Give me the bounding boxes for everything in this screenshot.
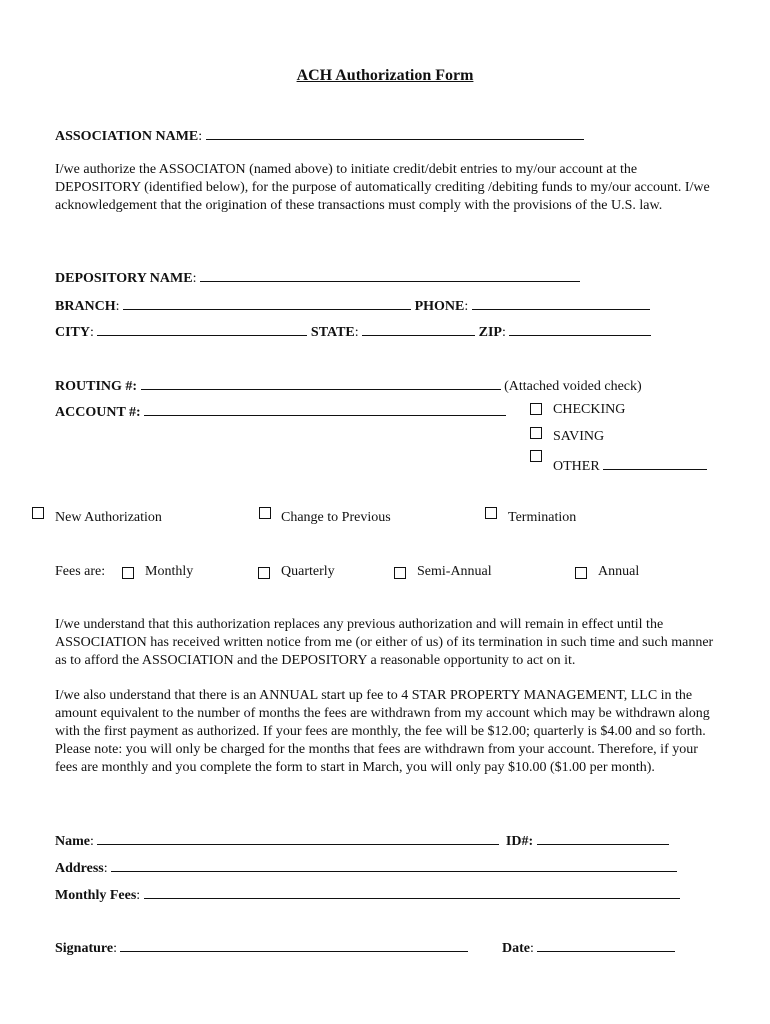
routing-note: (Attached voided check) (504, 379, 642, 394)
branch-field[interactable] (123, 295, 411, 310)
zip-field[interactable] (509, 321, 651, 336)
form-title: ACH Authorization Form (296, 67, 474, 84)
depository-name-label: DEPOSITORY NAME (55, 271, 193, 286)
monthly-checkbox[interactable] (122, 567, 134, 579)
signature-date-row: Signature: Date: (55, 937, 675, 958)
id-field[interactable] (537, 830, 669, 845)
association-name-row: ASSOCIATION NAME: (55, 125, 584, 146)
monthly-fees-field[interactable] (144, 884, 680, 899)
saving-label: SAVING (553, 429, 605, 444)
annual-label: Annual (598, 564, 640, 579)
other-label: OTHER (553, 459, 600, 474)
phone-label: PHONE (414, 299, 465, 314)
signature-field[interactable] (120, 937, 468, 952)
termination-checkbox[interactable] (485, 507, 497, 519)
intro-paragraph: I/we authorize the ASSOCIATON (named above) to initiate credit/debit entries to my/our account at the DEPOSITORY (identified below), for the purpose of automatically crediting /debiting funds to my/our account. I/we acknowledgement that the origination of these transactions must comply with the provisions of the U.S. law. (55, 162, 710, 213)
quarterly-label: Quarterly (281, 564, 335, 579)
termination-label: Termination (508, 510, 577, 525)
depository-name-field[interactable] (200, 267, 580, 282)
new-authorization-label: New Authorization (55, 510, 162, 525)
depository-name-row: DEPOSITORY NAME: (55, 267, 580, 288)
date-field[interactable] (537, 937, 675, 952)
name-label: Name (55, 834, 90, 849)
account-label: ACCOUNT #: (55, 405, 141, 420)
semi-annual-checkbox[interactable] (394, 567, 406, 579)
saving-checkbox[interactable] (530, 427, 542, 439)
annual-checkbox[interactable] (575, 567, 587, 579)
change-to-previous-checkbox[interactable] (259, 507, 271, 519)
checking-label: CHECKING (553, 402, 626, 417)
authorization-terms-paragraph: I/we understand that this authorization replaces any previous authorization and will remain in effect until the ASSOCIATION has received written notice from me (or either of us) of its termination in such time and such manner as to afford the ASSOCIATION and the DEPOSITORY a reasonable opportunity to act on it. (55, 617, 714, 668)
association-name-label: ASSOCIATION NAME (55, 129, 199, 144)
name-id-row: Name: ID#: (55, 830, 669, 851)
other-field[interactable] (603, 455, 707, 470)
routing-label: ROUTING #: (55, 379, 138, 394)
association-name-field[interactable] (206, 125, 584, 140)
other-checkbox[interactable] (530, 450, 542, 462)
address-row: Address: (55, 857, 677, 878)
change-to-previous-label: Change to Previous (281, 510, 391, 525)
branch-label: BRANCH (55, 299, 116, 314)
zip-label: ZIP (478, 325, 502, 340)
account-field[interactable] (144, 401, 506, 416)
other-row (553, 455, 707, 476)
city-state-zip-row: CITY: STATE: ZIP: (55, 321, 651, 342)
name-field[interactable] (97, 830, 499, 845)
new-authorization-checkbox[interactable] (32, 507, 44, 519)
fees-label: Fees are: (55, 564, 106, 579)
city-label: CITY (55, 325, 91, 340)
city-field[interactable] (97, 321, 307, 336)
quarterly-checkbox[interactable] (258, 567, 270, 579)
signature-label: Signature (55, 941, 114, 956)
startup-fee-paragraph: I/we also understand that there is an ANNUAL start up fee to 4 STAR PROPERTY MANAGEMENT, LLC in the amount equivalent to the number of months the fees are withdrawn from my account which may be withdrawn along with the first payment as authorized. If your fees are monthly, the fee will be $12.00; quarterly is $4.00 and so forth. Please note: you will only be charged for the months that fees are withdrawn from your account. Therefore, if your fees are monthly and you complete the form to start in March, you will only pay $10.00 ($1.00 per month). (55, 688, 710, 775)
state-label: STATE (310, 325, 355, 340)
monthly-label: Monthly (145, 564, 194, 579)
monthly-fees-row: Monthly Fees: (55, 884, 680, 905)
id-label: ID#: (505, 834, 534, 849)
routing-field[interactable] (141, 375, 501, 390)
checking-checkbox[interactable] (530, 403, 542, 415)
address-label: Address (55, 861, 104, 876)
routing-row (55, 375, 642, 396)
state-field[interactable] (362, 321, 475, 336)
phone-field[interactable] (472, 295, 650, 310)
semi-annual-label: Semi-Annual (417, 564, 492, 579)
account-row (55, 401, 506, 422)
monthly-fees-label: Monthly Fees (55, 888, 137, 903)
date-label: Date (501, 941, 530, 956)
branch-phone-row: BRANCH: PHONE: (55, 295, 650, 316)
address-field[interactable] (111, 857, 677, 872)
